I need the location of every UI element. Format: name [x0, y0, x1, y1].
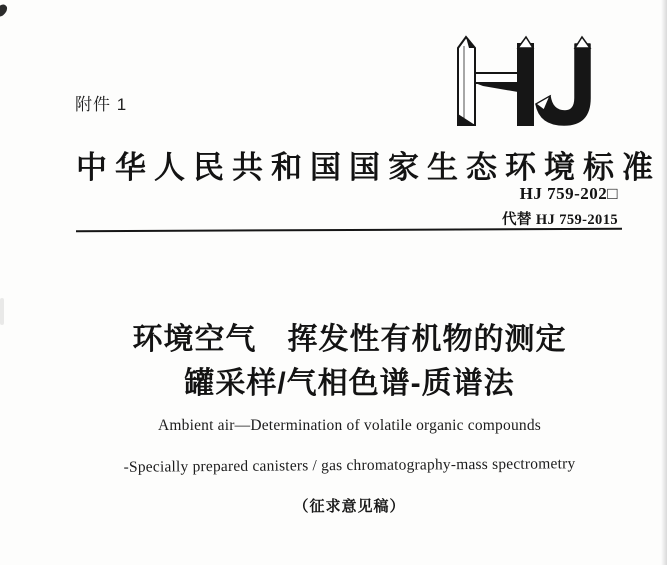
standard-number-block — [502, 185, 618, 229]
header-rule — [76, 228, 622, 232]
replaces-note: 代替 HJ 759-2015 — [502, 211, 618, 228]
scan-speck — [0, 3, 9, 19]
scan-edge-shade — [661, 0, 667, 565]
doc-title-zh-line2: 罐采样/气相色谱-质谱法 — [184, 367, 515, 400]
org-heading: 中华人民共和国国家生态环境标准 — [76, 150, 661, 185]
attachment-label: 附件 1 — [75, 95, 128, 114]
standard-number: HJ 759-202□ — [519, 184, 618, 203]
doc-title-zh-line1: 环境空气 挥发性有机物的测定 — [132, 323, 567, 356]
hj-logo-icon — [454, 30, 596, 128]
scan-smudge — [0, 298, 4, 325]
doc-title-en-line2: -Specially prepared canisters / gas chromatography-mass spectrometry — [123, 455, 576, 476]
stage-note: （征求意见稿） — [293, 498, 406, 515]
doc-title-en-line1: Ambient air—Determination of volatile organic compounds — [157, 417, 542, 434]
